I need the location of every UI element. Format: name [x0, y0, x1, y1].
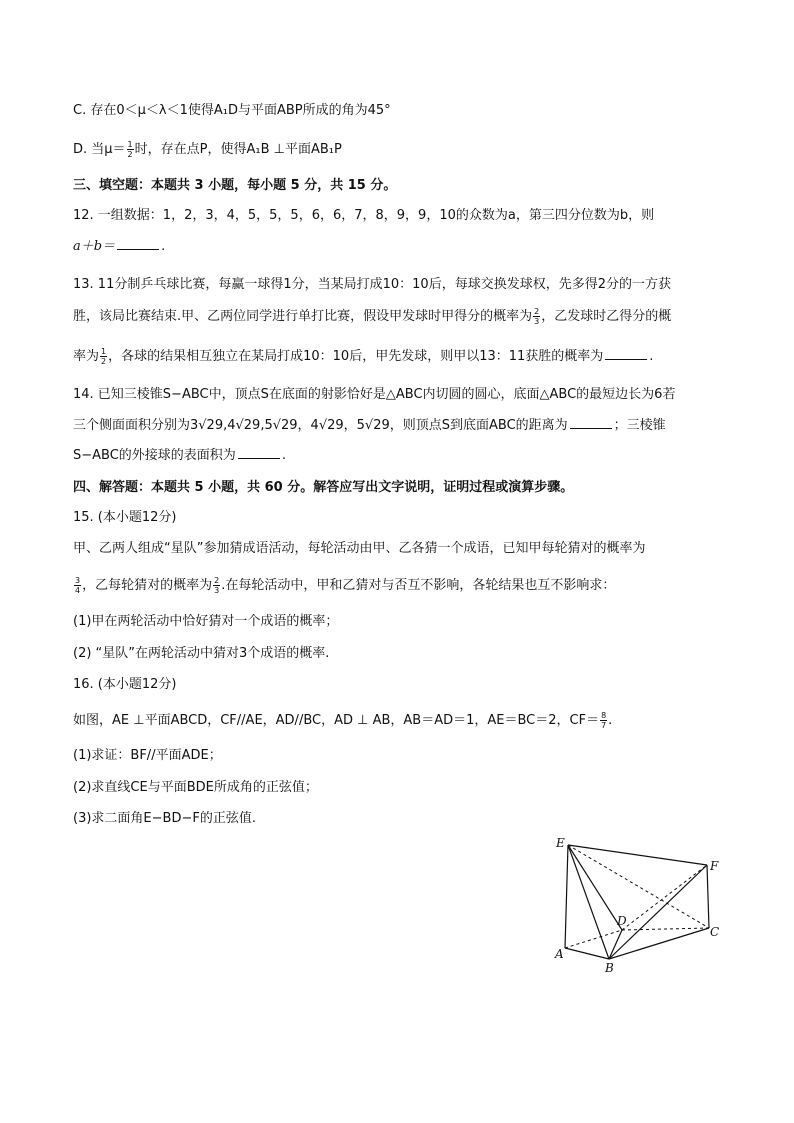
point-label-d: D	[617, 914, 627, 928]
q13-line3: 率为 $\frac{1}{2}$ ，各球的结果相互独立在某局打成10：10后，甲先发球，则甲以13：11获胜的概率为 .	[73, 347, 654, 366]
point-label-b: B	[605, 961, 614, 975]
section-heading-solve: 四、解答题：本题共 5 小题，共 60 分。解答应写出文字说明，证明过程或演算步骤。	[73, 480, 574, 495]
q16-title: 16. (本小题12分)	[73, 677, 177, 692]
option-d-suffix: 时，存在点P，使得A₁B ⊥平面AB₁P	[134, 142, 342, 157]
option-d	[73, 140, 342, 159]
q14-line3: S−ABC的外接球的表面积为 .	[73, 448, 286, 463]
q16-line1: 如图，AE ⊥平面ABCD，CF//AE，AD//BC，AD ⊥ AB，AB＝AD＝1，AE＝BC＝2，CF＝ $\frac{8}{7}$ .	[73, 711, 613, 730]
q16-part1: (1)求证：BF//平面ADE；	[73, 748, 222, 763]
geometry-figure	[550, 830, 730, 975]
q16-part3: (3)求二面角E−BD−F的正弦值.	[73, 811, 256, 826]
section-heading-fill-in: 三、填空题：本题共 3 小题，每小题 5 分，共 15 分。	[73, 178, 397, 193]
point-label-f: F	[710, 859, 719, 873]
option-c: C. 存在0＜μ＜λ＜1使得A₁D与平面ABP所成的角为45°	[73, 103, 391, 118]
fraction: $\frac{2}{3}$	[534, 307, 540, 326]
q13-line1: 13. 11分制乒乓球比赛，每赢一球得1分，当某局打成10：10后，每球交换发球权，先多得2分的一方获	[73, 277, 671, 292]
q13-line2: 胜，该局比赛结束.甲、乙两位同学进行单打比赛，假设甲发球时甲得分的概率为 $\frac{2}{3}$ ，乙发球时乙得分的概	[73, 307, 672, 326]
answer-blank	[238, 446, 280, 459]
point-label-e: E	[556, 836, 565, 850]
fraction: $\frac{1}{2}$	[127, 140, 133, 159]
fraction: $\frac{1}{2}$	[101, 347, 107, 366]
q12-line2: a＋b＝ .	[73, 239, 166, 254]
q15-part1: (1)甲在两轮活动中恰好猜对一个成语的概率；	[73, 614, 339, 629]
q14-line2: 三个侧面面积分别为3√29,4√29,5√29，4√29，5√29，则顶点S到底面ABC的距离为 ；三棱锥	[73, 418, 666, 433]
q12-line1: 12. 一组数据：1，2，3，4，5，5，5，6，6，7，8，9，9，10的众数为a，第三四分位数为b，则	[73, 208, 655, 223]
q15-part2: (2) “星队”在两轮活动中猜对3个成语的概率.	[73, 646, 330, 661]
fraction: $\frac{8}{7}$	[601, 711, 607, 730]
q15-line2: $\frac{3}{4}$ ，乙每轮猜对的概率为 $\frac{2}{3}$ .在每轮活动中，甲和乙猜对与否互不影响，各轮结果也互不影响求：	[75, 576, 616, 595]
q16-part2: (2)求直线CE与平面BDE所成角的正弦值；	[73, 780, 318, 795]
point-label-a: A	[555, 947, 564, 961]
answer-blank	[605, 347, 647, 360]
q14-line1: 14. 已知三棱锥S−ABC中，顶点S在底面的射影恰好是△ABC内切圆的圆心，底面△ABC的最短边长为6若	[73, 387, 676, 402]
answer-blank	[570, 416, 612, 429]
solid-edges	[565, 845, 709, 959]
option-d-prefix: D. 当μ＝	[73, 142, 126, 157]
q15-line1: 甲、乙两人组成“星队”参加猜成语活动，每轮活动由甲、乙各猜一个成语，已知甲每轮猜对的概率为	[73, 541, 646, 556]
answer-blank	[117, 237, 159, 250]
fraction: $\frac{3}{4}$	[75, 576, 81, 595]
point-label-c: C	[710, 925, 720, 939]
q15-title: 15. (本小题12分)	[73, 510, 177, 525]
q12-expression: a＋b＝	[73, 239, 116, 254]
fraction: $\frac{2}{3}$	[214, 576, 220, 595]
